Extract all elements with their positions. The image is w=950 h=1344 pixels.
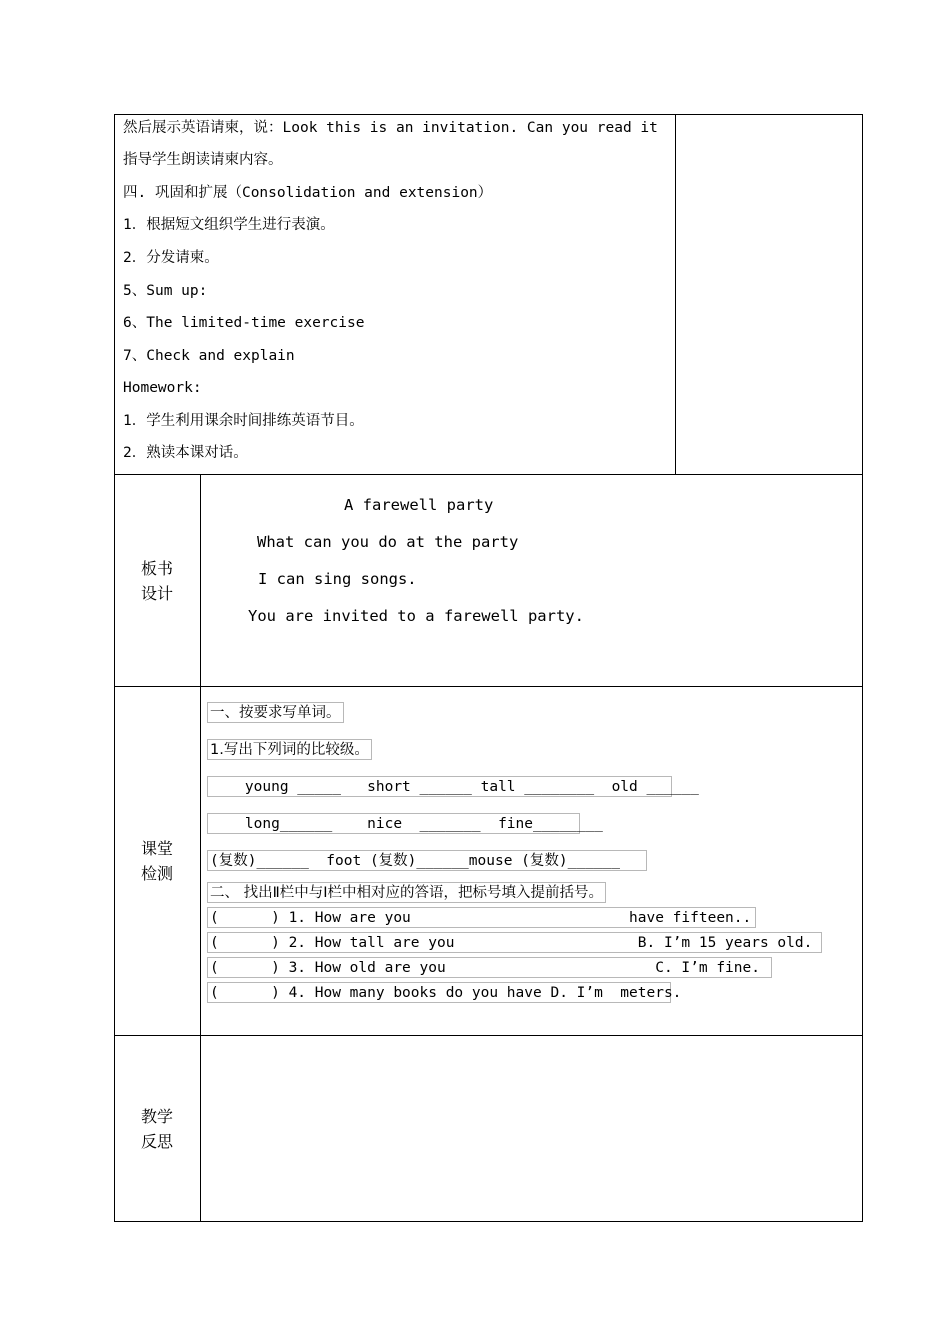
label-column-divider: [200, 474, 201, 1222]
notes-column-divider: [675, 114, 676, 475]
comparative-row: young _____ short ______ tall ________ old ______: [207, 776, 672, 797]
row-divider-reflection: [114, 1035, 863, 1036]
procedure-line: 1．学生利用课余时间排练英语节目。: [123, 413, 364, 429]
matching-item: ( ) 1. How are you have fifteen..: [207, 907, 756, 928]
procedure-line: 四. 巩固和扩展（Consolidation and extension）: [123, 185, 493, 201]
procedure-line: 5、Sum up:: [123, 283, 208, 299]
check-label-line2: 检测: [140, 864, 173, 883]
exercise-heading: 一、按要求写单词。: [207, 702, 344, 723]
table-bottom-border: [114, 1221, 863, 1222]
procedure-line: 6、The limited-time exercise: [123, 315, 365, 331]
procedure-line: 2．分发请柬。: [123, 250, 219, 266]
board-line: What can you do at the party: [257, 533, 519, 551]
board-line: You are invited to a farewell party.: [248, 607, 584, 625]
board-label-line2: 设计: [140, 584, 173, 603]
reflection-label-line2: 反思: [140, 1132, 173, 1151]
plural-row: (复数)______ foot (复数)______mouse (复数)______: [207, 850, 647, 871]
table-top-border: [114, 114, 863, 115]
exercise-subheading: 1.写出下列词的比较级。: [207, 739, 372, 760]
comparative-row: long______ nice _______ fine________: [207, 813, 580, 834]
check-label-line1: 课堂: [140, 839, 173, 858]
procedure-line: 2．熟读本课对话。: [123, 445, 248, 461]
board-title: A farewell party: [344, 496, 494, 514]
row-divider-board: [114, 474, 863, 475]
matching-item: ( ) 3. How old are you C. I’m fine.: [207, 957, 772, 978]
board-label-line1: 板书: [140, 559, 173, 578]
reflection-label-line1: 教学: [140, 1107, 173, 1126]
board-design-label: [114, 556, 200, 606]
classroom-check-label: [114, 836, 200, 886]
matching-item: ( ) 4. How many books do you have D. I’m meters.: [207, 982, 671, 1003]
procedure-line: 指导学生朗读请柬内容。: [123, 152, 283, 168]
table-left-border: [114, 114, 115, 1222]
table-right-border: [862, 114, 863, 1222]
procedure-line: 7、Check and explain: [123, 348, 295, 364]
board-line: I can sing songs.: [258, 570, 417, 588]
matching-item: ( ) 2. How tall are you B. I’m 15 years old.: [207, 932, 822, 953]
procedure-line: 1．根据短文组织学生进行表演。: [123, 217, 335, 233]
procedure-line: 然后展示英语请柬，说：Look this is an invitation. Can you read it: [123, 120, 658, 136]
teaching-reflection-label: [114, 1104, 200, 1154]
exercise-heading: 二、 找出Ⅱ栏中与Ⅰ栏中相对应的答语，把标号填入提前括号。: [207, 882, 606, 903]
procedure-line: Homework:: [123, 380, 202, 396]
row-divider-check: [114, 686, 863, 687]
